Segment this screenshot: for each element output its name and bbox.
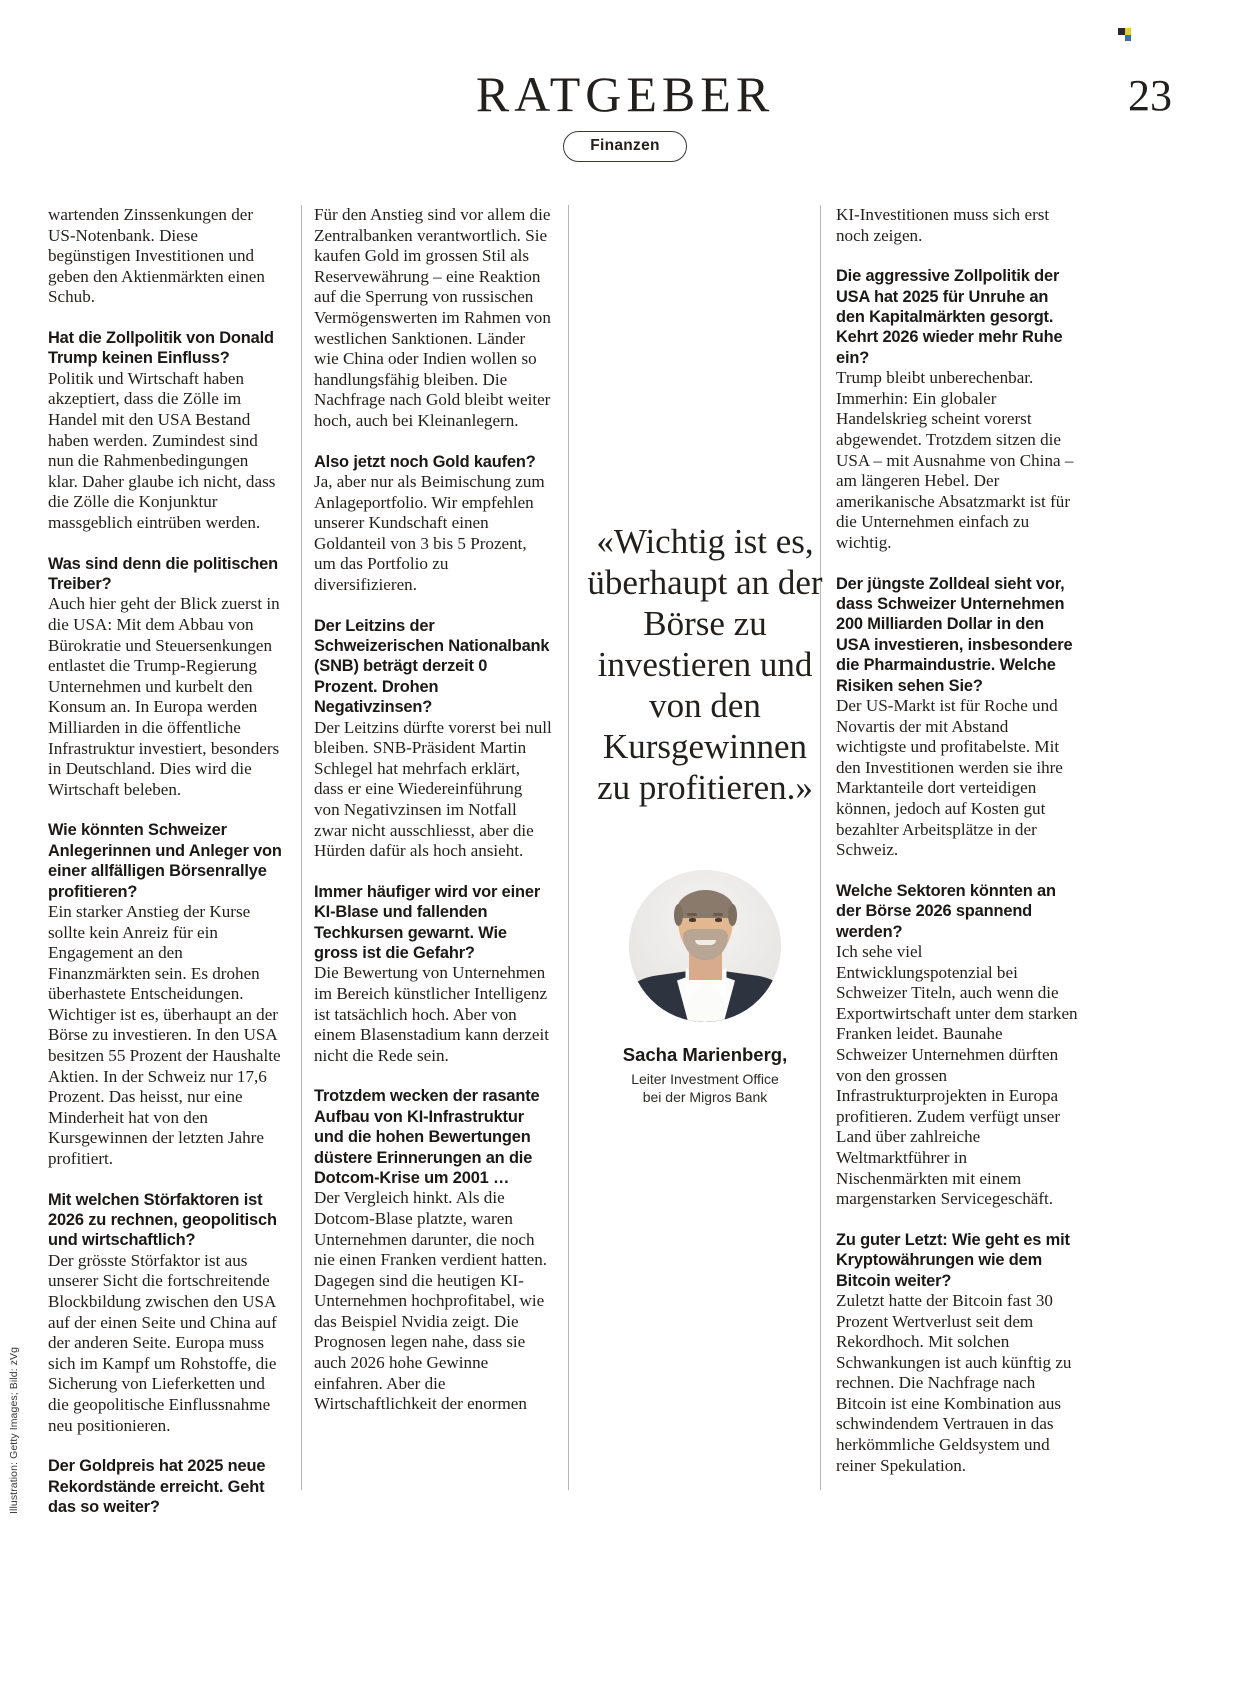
question-heading: Zu guter Letzt: Wie geht es mit Kryptowährungen wie dem Bitcoin weiter? (836, 1230, 1070, 1290)
text-column-3 (836, 205, 1078, 1490)
paragraph: Ja, aber nur als Beimischung zum Anlageportfolio. Wir empfehlen unserer Kundschaft einen Goldanteil von 3 bis 5 Prozent, um das Portfolio zu diversifizieren. (314, 471, 545, 594)
paragraph: Auch hier geht der Blick zuerst in die USA: Mit dem Abbau von Bürokratie und Steuersenkungen entlastet die Trump-Regierung Unternehmen und kurbelt den Konsum an. In Europa werden Milliarden in die öffentliche Infrastruktur investiert, besonders in Deutschland. Dies wird die Wirtschaft beleben. (48, 594, 280, 799)
avatar (629, 870, 781, 1022)
paragraph: Die Bewertung von Unternehmen im Bereich künstlicher Intelligenz ist tatsächlich hoch. Aber von einem Blasenstadium kann derzeit nicht die Rede sein. (314, 963, 549, 1065)
question-heading: Der Leitzins der Schweizerischen Nationalbank (SNB) beträgt derzeit 0 Prozent. Drohen Negativzinsen? (314, 616, 550, 717)
page-number: 23 (1128, 71, 1172, 120)
paragraph: Der US-Markt ist für Roche und Novartis der mit Abstand wichtigste und profitabelste. Mit den Investitionen werden sie ihre Marktanteile dort verteidigen können, jedoch auf Kosten gut bezahlter Arbeitsplätze in der Schweiz. (836, 696, 1063, 860)
paragraph: KI-Investitionen muss sich erst noch zeigen. (836, 205, 1050, 245)
caption-role-line-2: bei der Migros Bank (642, 1089, 768, 1105)
paragraph: Der Vergleich hinkt. Als die Dotcom-Blase platzte, waren Unternehmen darunter, die noch nie einen Franken verdient hatten. Dagegen sind die heutigen KI-Unternehmen hochprofitabel, wie das Beispiel Nvidia zeigt. Die Prognosen legen nahe, dass sie auch 2026 hohe Gewinne einfahren. Aber die Wirtschaftlichkeit der enormen (314, 1188, 548, 1414)
question-heading: Der Goldpreis hat 2025 neue Rekordstände erreicht. Geht das so weiter? (48, 1457, 266, 1516)
question-heading: Also jetzt noch Gold kaufen? (314, 452, 536, 471)
masthead (0, 66, 1250, 162)
paragraph: Trump bleibt unberechenbar. Immerhin: Ein globaler Handelskrieg scheint vorerst abgewendet. Trotzdem sitzen die USA – mit Ausnahme von China – am längeren Hebel. Der amerikanische Absatzmarkt ist für die Unternehmen einfach zu wichtig. (836, 368, 1074, 552)
column-rule (301, 205, 302, 1490)
paragraph: Politik und Wirtschaft haben akzeptiert, dass die Zölle im Handel mit den USA Bestand haben werden. Zumindest sind nun die Rahmenbedingungen klar. Daher glaube ich nicht, dass die Zölle die Konjunktur massgeblich eintrüben werden. (48, 368, 276, 532)
pull-quote: «Wichtig ist es, überhaupt an der Börse zu investieren und von den Kursgewinnen zu profitieren.» (587, 522, 823, 807)
paragraph: Der grösste Störfaktor ist aus unserer Sicht die fortschreitende Blockbildung zwischen den USA auf der einen Seite und China auf der anderen Seite. Europa muss sich im Kampf um Rohstoffe, die Sicherung von Lieferketten und die geopolitische Einflussnahme neu positionieren. (48, 1250, 277, 1435)
question-heading: Wie könnten Schweizer Anlegerinnen und Anleger von einer allfälligen Börsenrallye profitieren? (48, 821, 282, 901)
section-badge: Finanzen (563, 131, 687, 162)
paragraph: Für den Anstieg sind vor allem die Zentralbanken verantwortlich. Sie kaufen Gold im grossen Stil als Reservewährung – eine Reaktion auf die Sperrung von russischen Vermögenswerten im Rahmen von westlichen Sanktionen. Länder wie China oder Indien wollen so handlungsfähig bleiben. Die Nachfrage nach Gold bleibt weiter hoch, auch bei Kleinanlegern. (314, 205, 551, 430)
portrait-wrapper (584, 870, 826, 1022)
caption-name: Sacha Marienberg, (622, 1044, 788, 1065)
question-heading: Mit welchen Störfaktoren ist 2026 zu rechnen, geopolitisch und wirtschaftlich? (48, 1190, 277, 1250)
question-heading: Welche Sektoren könnten an der Börse 2026 spannend werden? (836, 881, 1056, 941)
paragraph: Ich sehe viel Entwicklungspotenzial bei Schweizer Titeln, auch wenn die Exportwirtschaft unter dem starken Franken leidet. Baunahe Schweizer Unternehmen dürften von den grossen Infrastrukturprojekten in Europa profitieren. Zudem verfügt unser Land über zahlreiche Weltmarktführer in Nischenmärkten mit einem margenstarken Servicegeschäft. (836, 941, 1078, 1209)
paragraph: Ein starker Anstieg der Kurse sollte kein Anreiz für ein Engagement an den Finanzmärkten sein. Es drohen überhastete Entscheidungen. Wichtiger ist es, überhaupt an der Börse zu investieren. In den USA besitzen 55 Prozent der Haushalte Aktien. In der Schweiz nur 17,6 Prozent. Das heisst, nur eine Minderheit hat von den Kursgewinnen der letzten Jahre profitiert. (48, 901, 281, 1169)
page-title: RATGEBER (475, 66, 775, 122)
article-body (48, 205, 1078, 1516)
color-registration-mark (1118, 28, 1131, 41)
paragraph: Zuletzt hatte der Bitcoin fast 30 Prozent Wertverlust seit dem Rekordhoch. Mit solchen Schwankungen ist auch künftig zu rechnen. Die Nachfrage nach Bitcoin ist eine Kombination aus schwindendem Vertrauen in das herkömmliche Geldsystem und reiner Spekulation. (836, 1290, 1072, 1475)
pullquote-column (584, 205, 826, 1490)
question-heading: Die aggressive Zollpolitik der USA hat 2025 für Unruhe an den Kapitalmärkten gesorgt. Kehrt 2026 wieder mehr Ruhe ein? (836, 267, 1063, 367)
caption-role-line-1: Leiter Investment Office (631, 1071, 779, 1087)
question-heading: Was sind denn die politischen Treiber? (48, 554, 279, 593)
text-column-2 (314, 205, 552, 1490)
paragraph: wartenden Zinssenkungen der US-Notenbank. Diese begünstigen Investitionen und geben den Aktienmärkten einen Schub. (48, 205, 265, 307)
question-heading: Immer häufiger wird vor einer KI-Blase und fallenden Techkursen gewarnt. Wie gross ist die Gefahr? (314, 882, 541, 962)
photo-credit: Illustration: Getty Images; Bild: zVg (8, 1346, 20, 1514)
question-heading: Hat die Zollpolitik von Donald Trump keinen Einfluss? (48, 328, 274, 368)
question-heading: Der jüngste Zolldeal sieht vor, dass Schweizer Unternehmen 200 Milliarden Dollar in den USA investieren, insbesondere die Pharmaindustrie. Welche Risiken sehen Sie? (836, 574, 1073, 695)
paragraph: Der Leitzins dürfte vorerst bei null bleiben. SNB-Präsident Martin Schlegel hat mehrfach erklärt, dass er eine Wiedereinführung von Negativzinsen im Notfall zwar nicht ausschliesst, aber die Hürden dafür als hoch ansieht. (314, 717, 552, 861)
column-rule (568, 205, 569, 1490)
text-column-1 (48, 205, 282, 1516)
question-heading: Trotzdem wecken der rasante Aufbau von KI-Infrastruktur und die hohen Bewertungen düstere Erinnerungen an die Dotcom-Krise um 2001 … (314, 1087, 540, 1187)
